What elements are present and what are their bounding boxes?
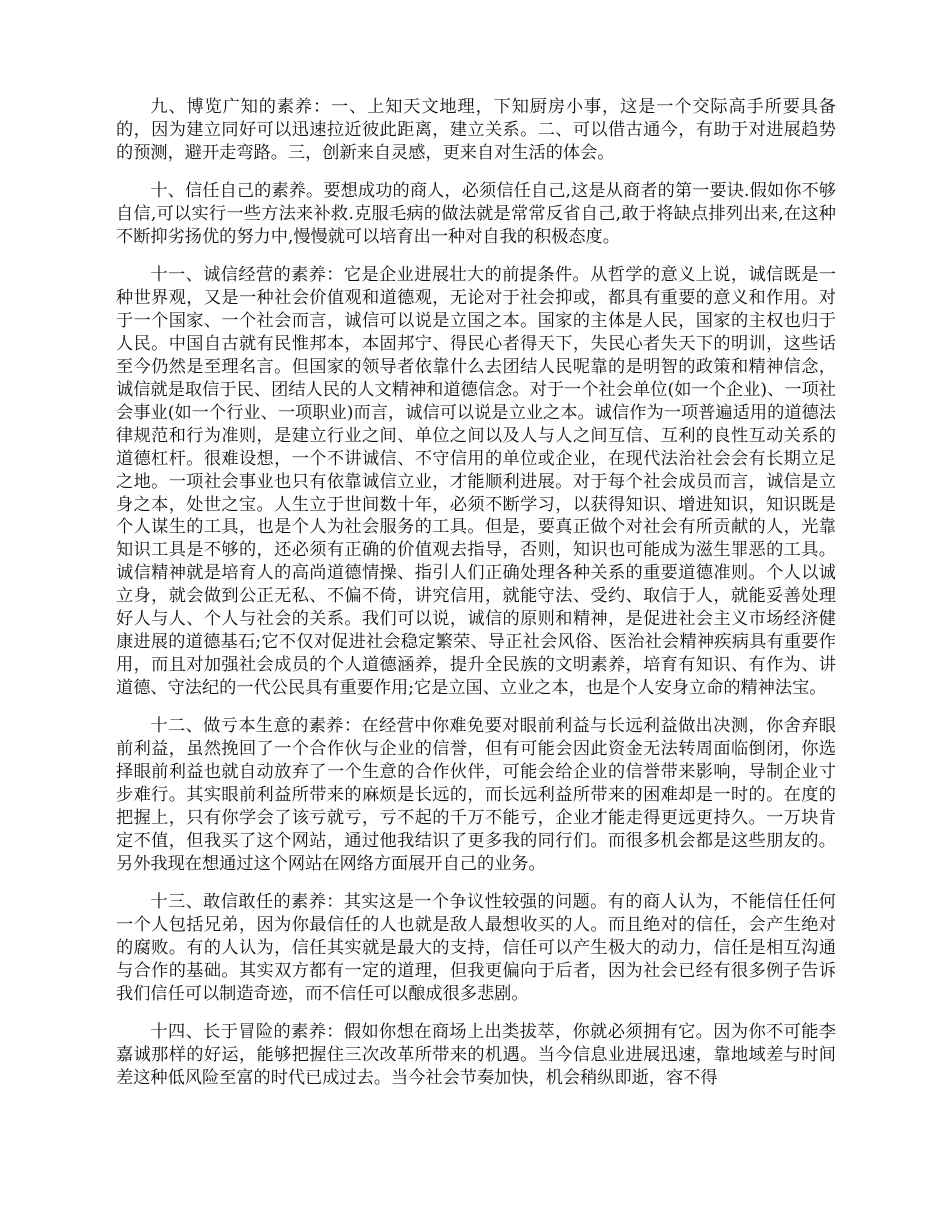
paragraph-10-self-trust: 十、信任自己的素养。要想成功的商人，必须信任自己,这是从商者的第一要诀.假如你不够自信,可以实行一些方法来补救.克服毛病的做法就是常常反省自己,敢于将缺点排列出来,在这种不断抑劣扬优的努力中,慢慢就可以培育出一种对自我的积极态度。 — [116, 181, 836, 248]
paragraph-13-trust-delegation: 十三、敢信敢任的素养：其实这是一个争议性较强的问题。有的商人认为，不能信任任何一个人包括兄弟，因为你最信任的人也就是敌人最想收买的人。而且绝对的信任，会产生绝对的腐败。有的人认为，信任其实就是最大的支持，信任可以产生极大的动力，信任是相互沟通与合作的基础。其实双方都有一定的道理，但我更偏向于后者，因为社会已经有很多例子告诉我们信任可以制造奇迹，而不信任可以酿成很多悲剧。 — [116, 892, 836, 1004]
document-body — [116, 96, 836, 1105]
paragraph-9-broad-knowledge: 九、博览广知的素养：一、上知天文地理，下知厨房小事，这是一个交际高手所要具备的，因为建立同好可以迅速拉近彼此距离，建立关系。二、可以借古通今，有助于对进展趋势的预测，避开走弯路。三，创新来自灵感，更来自对生活的体会。 — [116, 97, 836, 163]
paragraph-12-losing-deals: 十二、做亏本生意的素养：在经营中你难免要对眼前利益与长远利益做出决测，你舍弃眼前利益，虽然挽回了一个合作伙与企业的信誉，但有可能会因此资金无法转周面临倒闭，你选择眼前利益也就自动放弃了一个生意的合作伙伴，可能会给企业的信誉带来影响，导制企业寸步难行。其实眼前利益所带来的麻烦是长远的，而长远利益所带来的困难却是一时的。在度的把握上，只有你学会了该亏就亏，亏不起的千万不能亏，企业才能走得更远更持久。一万块肯定不值，但我买了这个网站，通过他我结识了更多我的同行们。而很多机会都是这些朋友的。另外我现在想通过这个网站在网络方面展开自己的业务。 — [116, 716, 836, 874]
paragraph-14-risk-taking: 十四、长于冒险的素养：假如你想在商场上出类拔萃，你就必须拥有它。因为你不可能李嘉诚那样的好运，能够把握住三次改革所带来的机遇。当今信息业进展迅速，靠地域差与时间差这种低风险至富的时代已成过去。当今社会节奏加快，机会稍纵即逝，容不得 — [116, 1022, 836, 1088]
paragraph-11-integrity: 十一、诚信经营的素养：它是企业进展壮大的前提条件。从哲学的意义上说，诚信既是一种世界观，又是一种社会价值观和道德观，无论对于社会抑或，都具有重要的意义和作用。对于一个国家、一个社会而言，诚信可以说是立国之本。国家的主体是人民，国家的主权也归于人民。中国自古就有民惟邦本，本固邦宁、得民心者得天下，失民心者失天下的明训，这些话至今仍然是至理名言。但国家的领导者依靠什么去团结人民呢靠的是明智的政策和精神信念，诚信就是取信于民、团结人民的人文精神和道德信念。对于一个社会单位(如一个企业)、一项社会事业(如一个行业、一项职业)而言，诚信可以说是立业之本。诚信作为一项普遍适用的道德法律规范和行为准则，是建立行业之间、单位之间以及人与人之间互信、互利的良性互动关系的道德杠杆。很难设想，一个不讲诚信、不守信用的单位或企业，在现代法治社会会有长期立足之地。一项社会事业也只有依靠诚信立业，才能顺利进展。对于每个社会成员而言，诚信是立身之本，处世之宝。人生立于世间数十年，必须不断学习，以获得知识、增进知识，知识既是个人谋生的工具，也是个人为社会服务的工具。但是，要真正做个对社会有所贡献的人，光靠知识工具是不够的，还必须有正确的价值观去指导，否则，知识也可能成为滋生罪恶的工具。诚信精神就是培育人的高尚道德情操、指引人们正确处理各种关系的重要道德准则。个人以诚立身，就会做到公正无私、不偏不倚，讲究信用，就能守法、受约、取信于人，就能妥善处理好人与人、个人与社会的关系。我们可以说，诚信的原则和精神，是促进社会主义市场经济健康进展的道德基石;它不仅对促进社会稳定繁荣、导正社会风俗、医治社会精神疾病具有重要作用，而且对加强社会成员的个人道德涵养，提升全民族的文明素养，培育有知识、有作为、讲道德、守法纪的一代公民具有重要作用;它是立国、立业之本，也是个人安身立命的精神法宝。 — [116, 265, 836, 698]
